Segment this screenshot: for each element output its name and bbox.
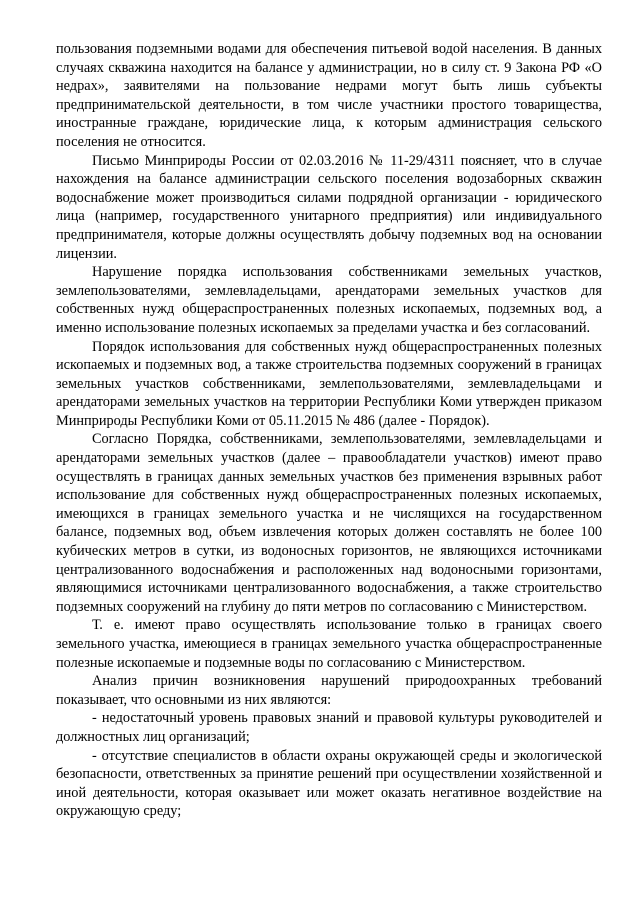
paragraph-ministry-letter: Письмо Минприроды России от 02.03.2016 № 11-29/4311 поясняет, что в случае нахождения на балансе администрации сельского поселения водозаборных скважин водоснабжение может производиться силами подрядной организации - юридического лица (например, государственного унитарного предприятия) или индивидуального предпринимателя, которые должны осуществлять добычу подземных вод на основании лицензии. <box>56 152 602 262</box>
list-item-lack-of-specialists: - отсутствие специалистов в области охраны окружающей среды и экологической безопасности, ответственных за принятие решений при осуществлении хозяйственной и иной деятельности, которая оказывает или может оказать негативное воздействие на окружающую среду; <box>56 747 602 820</box>
paragraph-analysis-of-causes: Анализ причин возникновения нарушений природоохранных требований показывает, что основными из них являются: <box>56 673 602 708</box>
paragraph-rights-of-owners: Согласно Порядка, собственниками, землепользователями, землевладельцами и арендаторами земельных участков (далее – правообладатели участков) имеют право осуществлять в границах данных земельных участков без применения взрывных работ использование для собственных нужд общераспространенных полезных ископаемых, имеющихся в границах земельного участка и не числящихся на государственном балансе, подземных вод, объем извлечения которых должен составлять не более 100 кубических метров в сутки, из водоносных горизонтов, не являющихся источниками централизованного водоснабжения и расположенных над водоносными горизонтами, являющимися источниками централизованного водоснабжения, а также строительство подземных сооружений на глубину до пяти метров по согласованию с Министерством. <box>56 431 602 615</box>
paragraph-procedure-approval: Порядок использования для собственных нужд общераспространенных полезных ископаемых и подземных вод, а также строительства подземных сооружений в границах земельных участков собственниками, землепользователями, землевладельцами и арендаторами земельных участков на территории Республики Коми утвержден приказом Минприроды Республики Коми от 05.11.2015 № 486 (далее - Порядок). <box>56 338 602 429</box>
paragraph-violation-of-procedure: Нарушение порядка использования собственниками земельных участков, землепользователями, землевладельцами, арендаторами земельных участков для собственных нужд общераспространенных полезных ископаемых, подземных вод, а именно использование полезных ископаемых за пределами участка и без согласований. <box>56 264 602 336</box>
paragraph-drinking-water-wells: пользования подземными водами для обеспечения питьевой водой населения. В данных случаях скважина находится на балансе у администрации, но в силу ст. 9 Закона РФ «О недрах», заявителями на пользование недрами могут быть лишь субъекты предпринимательской деятельности, в том числе участники простого товарищества, иностранные граждане, юридические лица, к которым администрация сельского поселения не относится. <box>56 41 602 150</box>
list-item-legal-knowledge: - недостаточный уровень правовых знаний и правовой культуры руководителей и должностных лиц организаций; <box>56 710 602 745</box>
document-page <box>56 40 602 821</box>
paragraph-summary-of-rights: Т. е. имеют право осуществлять использование только в границах своего земельного участка, имеющиеся в границах земельного участка общераспространенные полезные ископаемые и подземные воды по согласованию с Министерством. <box>56 617 602 671</box>
